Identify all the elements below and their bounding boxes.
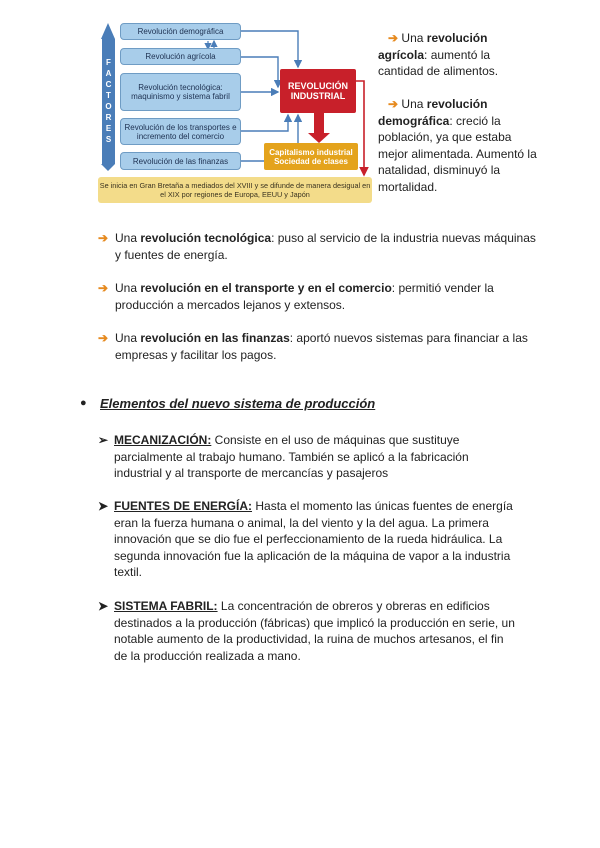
arrow-icon: ➔ (98, 231, 109, 245)
box-demographic-revolution: Revolución demográfica (120, 23, 241, 40)
bullet-text: : permitió vender la producción a mercados lejanos y extensos. (115, 281, 494, 312)
diagram-footer: Se inicia en Gran Bretaña a mediados del XVIII y se difunde de manera desigual en el XIX por regiones de Europa, EEUU y Japón (98, 177, 372, 203)
industrial-revolution-diagram (98, 19, 376, 207)
arrowhead-icon: ➢ (98, 433, 109, 447)
arrowhead-icon: ➤ (98, 599, 109, 613)
element-text: Hasta el momento las únicas fuentes de energía eran la fuerza humana o animal, la del viento y la del agua. La primera innovación que se dio fue el perfeccionamiento de la rueda hidráulica. La segunda innovación fue la aplicación de la máquina de vapor a la industria textil. (114, 499, 513, 579)
element-energy-sources (98, 498, 518, 581)
industrial-capitalism-box: Capitalismo industrial Sociedad de clases (264, 143, 358, 170)
bullet-text: : aportó nuevos sistemas para financiar a las empresas y facilitar los pagos. (115, 331, 528, 362)
arrow-icon: ➔ (98, 281, 109, 295)
bullet-text: : aumentó la cantidad de alimentos. (378, 47, 499, 78)
section-title: Elementos del nuevo sistema de producción (100, 396, 376, 411)
arrow-icon: ➔ (388, 97, 399, 111)
arrow-icon: ➔ (388, 31, 399, 45)
right-bullet-demographic (378, 96, 538, 195)
element-term: FUENTES DE ENERGÍA: (114, 499, 253, 513)
bullet-bold: revolución en las finanzas (140, 331, 290, 345)
bullet-bold: revolución demográfica (378, 97, 488, 128)
element-mechanization (98, 432, 518, 482)
right-bullet-agricultural (378, 30, 538, 80)
element-factory-system (98, 598, 518, 664)
bullet-bold: revolución tecnológica (140, 231, 272, 245)
element-term: SISTEMA FABRIL: (114, 599, 218, 613)
bullet-finance (98, 330, 538, 363)
box-transport-revolution: Revolución de los transportes e incremento del comercio (120, 118, 241, 145)
box-finance-revolution: Revolución de las finanzas (120, 152, 241, 170)
bullet-bold: revolución en el transporte y en el comercio (140, 281, 392, 295)
element-text: La concentración de obreros y obreras en edificios destinados a la producción (fábricas) que implicó la producción en serie, un notable aumento de la productividad, la ruina de muchos artesanos, el fin de la producción realizada a mano. (114, 599, 515, 663)
bullet-text: : creció la población, ya que estaba mejor alimentada. Aumentó la natalidad, disminuyó la mortalidad. (378, 113, 537, 194)
bullet-prefix: Una (401, 31, 427, 45)
bullet-prefix: Una (115, 231, 141, 245)
industrial-revolution-box: REVOLUCIÓN INDUSTRIAL (280, 69, 356, 113)
bullet-bold: revolución agrícola (378, 31, 488, 62)
bullet-prefix: Una (115, 331, 141, 345)
arrow-icon: ➔ (98, 331, 109, 345)
box-technological-revolution: Revolución tecnológica: maquinismo y sistema fabril (120, 73, 241, 111)
element-text: Consiste en el uso de máquinas que sustituye parcialmente al trabajo humano. También se aplicó a la fabricación industrial y al transporte de mercancías y pasajeros (114, 433, 469, 480)
bullet-technological (98, 230, 538, 263)
bullet-text: : puso al servicio de la industria nuevas máquinas y fuentes de energía. (115, 231, 536, 262)
bullet-transport (98, 280, 538, 313)
section-bullet: ● (80, 397, 87, 409)
arrowhead-icon: ➤ (98, 499, 109, 513)
element-term: MECANIZACIÓN: (114, 433, 212, 447)
bullet-prefix: Una (115, 281, 141, 295)
box-agricultural-revolution: Revolución agrícola (120, 48, 241, 65)
factors-label: F A C T O R E S (105, 58, 112, 144)
bullet-prefix: Una (401, 97, 427, 111)
